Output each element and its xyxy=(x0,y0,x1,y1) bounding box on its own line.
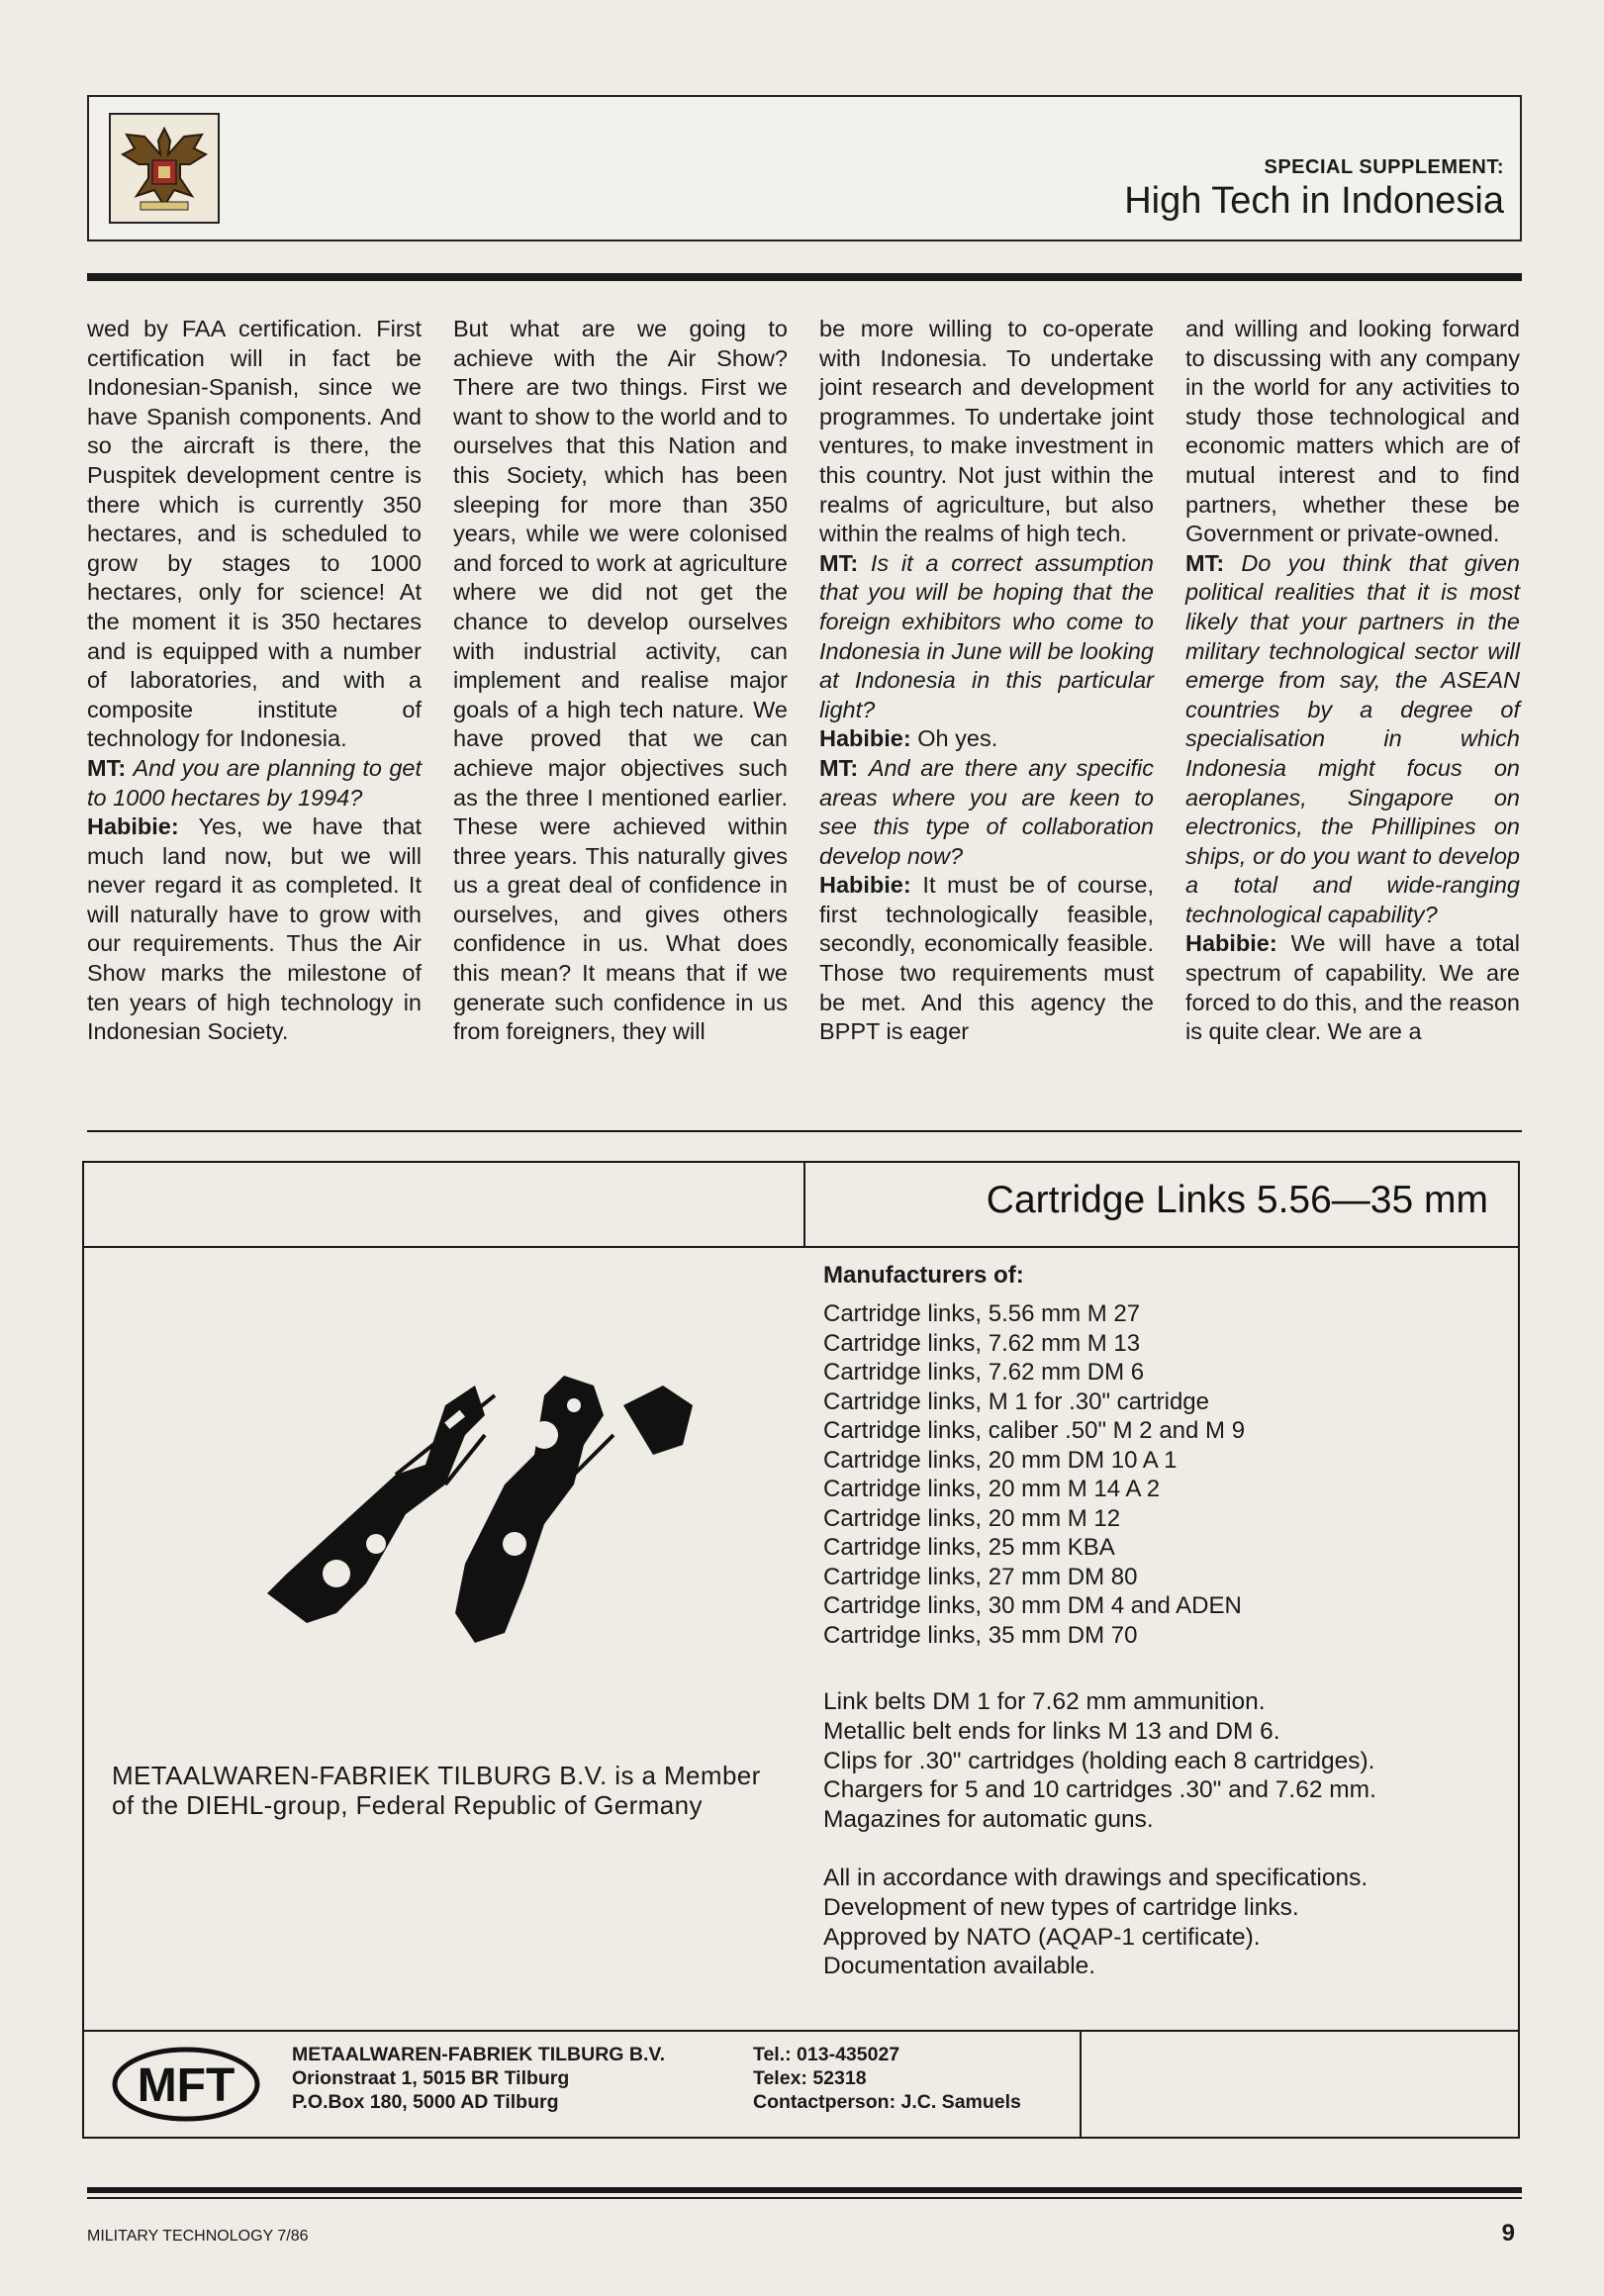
note-item: Documentation available. xyxy=(823,1953,1096,1980)
article-paragraph xyxy=(453,315,788,1047)
ad-title-box xyxy=(803,1163,1518,1246)
article-paragraph xyxy=(819,871,1154,1047)
article-paragraph xyxy=(1185,929,1520,1046)
product-item: Metallic belt ends for links M 13 and DM 6. xyxy=(823,1717,1280,1745)
manufacturers-heading: Manufacturers of: xyxy=(823,1262,1024,1289)
speaker-label: MT: xyxy=(819,754,859,781)
product-item: Chargers for 5 and 10 cartridges .30" and 7.62 mm. xyxy=(823,1776,1376,1804)
address-line: Orionstraat 1, 5015 BR Tilburg xyxy=(292,2067,570,2089)
article-column-4 xyxy=(1185,315,1520,1047)
article-column-1 xyxy=(87,315,422,1047)
cartridge-links-list xyxy=(823,1299,1245,1650)
cartridge-link-item: Cartridge links, 7.62 mm M 13 xyxy=(823,1329,1141,1357)
cartridge-link-item: Cartridge links, 20 mm M 12 xyxy=(823,1504,1121,1532)
article-paragraph xyxy=(87,813,422,1047)
contact-line: Tel.: 013-435027 xyxy=(753,2044,900,2065)
cartridge-link-item: Cartridge links, 20 mm DM 10 A 1 xyxy=(823,1446,1178,1474)
note-item: All in accordance with drawings and specifications. xyxy=(823,1865,1368,1891)
company-address xyxy=(292,2043,665,2114)
cartridge-link-item: Cartridge links, 7.62 mm DM 6 xyxy=(823,1359,1145,1386)
contact-line: Contactperson: J.C. Samuels xyxy=(753,2091,1021,2113)
footer-rule-thin xyxy=(87,2197,1522,2199)
paragraph-text: We will have a total spectrum of capability. We are forced to do this, and the reason is quite clear. We are a xyxy=(1185,930,1520,1045)
cartridge-link-item: Cartridge links, 25 mm KBA xyxy=(823,1534,1115,1561)
speaker-label: MT: xyxy=(819,549,859,576)
speaker-label: Habibie: xyxy=(819,725,911,752)
article-column-2 xyxy=(453,315,788,1047)
company-contact xyxy=(753,2043,1021,2114)
article-paragraph xyxy=(819,315,1154,549)
paragraph-text: be more willing to co-operate with Indonesia. To undertake joint research and development programmes. To undertake joint ventures, to make investment in this country. Not just within the realms of agriculture, but also within the realms of high tech. xyxy=(819,316,1154,547)
speaker-label: Habibie: xyxy=(87,813,179,840)
contact-line: Telex: 52318 xyxy=(753,2067,867,2089)
speaker-label: MT: xyxy=(1185,549,1225,576)
cartridge-link-item: Cartridge links, 35 mm DM 70 xyxy=(823,1621,1138,1649)
cartridge-link-item: Cartridge links, 27 mm DM 80 xyxy=(823,1563,1138,1590)
footer-rule-thick xyxy=(87,2187,1522,2193)
paragraph-text: and willing and looking forward to discussing with any company in the world for any activities to study those technological and economic matters which are of mutual interest and to find partners, whether these be Government or private-owned. xyxy=(1185,316,1520,547)
ad-footer-rule xyxy=(84,2030,1518,2032)
garuda-crest-icon xyxy=(109,113,220,224)
page-number: 9 xyxy=(1501,2220,1515,2247)
paragraph-text: But what are we going to achieve with the Air Show? There are two things. First we want to show to the world and to ourselves that this Nation and this Society, which has been sleeping for more than 350 years, while we were colonised and forced to work at agriculture where we did not get the chance to develop ourselves with industrial activity, can implement and realise major goals of a high tech nature. We have proved that we can achieve major objectives such as the three I mentioned earlier. These were achieved within three years. This naturally gives us a great deal of confidence in ourselves, and gives others confidence in us. What does this mean? It means that if we generate such confidence in us from foreigners, they will xyxy=(453,316,788,1045)
ad-title-rule xyxy=(84,1246,1518,1248)
product-item: Link belts DM 1 for 7.62 mm ammunition. xyxy=(823,1688,1266,1715)
paragraph-text: Yes, we have that much land now, but we will never regard it as completed. It will naturally have to grow with our requirements. Thus the Air Show marks the milestone of ten years of high technology in Indonesian Society. xyxy=(87,813,422,1045)
article-paragraph xyxy=(87,754,422,813)
cartridge-link-item: Cartridge links, 30 mm DM 4 and ADEN xyxy=(823,1592,1242,1619)
paragraph-text: Oh yes. xyxy=(917,725,998,752)
paragraph-text: And you are planning to get to 1000 hectares by 1994? xyxy=(87,754,422,811)
products-list xyxy=(823,1687,1376,1835)
paragraph-text: Do you think that given political realities that it is most likely that your partners in the military technological sector will emerge from say, the ASEAN countries by a degree of specialisation in which Indonesia might focus on aeroplanes, Singapore on electronics, the Phillipines on ships, or do you want to develop a total and wide-ranging technological capability? xyxy=(1185,549,1521,927)
cartridge-link-drawing-icon xyxy=(247,1346,762,1682)
mft-logo-text: MFT xyxy=(137,2059,236,2112)
note-item: Development of new types of cartridge links. xyxy=(823,1893,1299,1921)
article-paragraph xyxy=(819,549,1154,725)
paragraph-text: And are there any specific areas where you are keen to see this type of collaboration develop now? xyxy=(819,754,1154,869)
speaker-label: Habibie: xyxy=(1185,930,1277,957)
product-item: Clips for .30" cartridges (holding each 8 cartridges). xyxy=(823,1747,1375,1774)
paragraph-text: Is it a correct assumption that you will be hoping that the foreign exhibitors who come to Indonesia in June will be looking at Indonesia in this particular light? xyxy=(819,549,1154,722)
article-paragraph xyxy=(1185,549,1520,930)
article-paragraph xyxy=(87,315,422,754)
publication-name: MILITARY TECHNOLOGY 7/86 xyxy=(87,2228,309,2245)
paragraph-text: wed by FAA certification. First certification will in fact be Indonesian-Spanish, since we have Spanish components. And so the aircraft is there, the Puspitek development centre is there which is currently 350 hectares, and is scheduled to grow by stages to 1000 hectares, only for science! At the moment it is 350 hectares and is equipped with a number of laboratories, and with a composite institute of technology for Indonesia. xyxy=(87,316,422,752)
article-paragraph xyxy=(1185,315,1520,549)
article-paragraph xyxy=(819,754,1154,871)
article-end-rule xyxy=(87,1130,1522,1132)
article-column-3 xyxy=(819,315,1154,1047)
supplement-header xyxy=(87,95,1522,241)
speaker-label: MT: xyxy=(87,754,127,781)
product-item: Magazines for automatic guns. xyxy=(823,1806,1154,1834)
cartridge-link-item: Cartridge links, 5.56 mm M 27 xyxy=(823,1300,1141,1327)
notes-list xyxy=(823,1864,1368,1981)
paragraph-text: It must be of course, first technologically feasible, secondly, economically feasible. Those two requirements must be met. And this agency the BPPT is eager xyxy=(819,872,1154,1045)
cartridge-link-item: Cartridge links, caliber .50" M 2 and M 9 xyxy=(823,1417,1246,1444)
cartridge-link-item: Cartridge links, 20 mm M 14 A 2 xyxy=(823,1476,1161,1502)
address-line: METAALWAREN-FABRIEK TILBURG B.V. xyxy=(292,2044,666,2065)
mft-logo-icon xyxy=(112,2047,260,2122)
speaker-label: Habibie: xyxy=(819,872,911,899)
header-rule xyxy=(87,273,1522,281)
cartridge-links-advert xyxy=(82,1161,1520,2139)
company-statement: METAALWAREN-FABRIEK TILBURG B.V. is a Member of the DIEHL-group, Federal Republic of Germany xyxy=(112,1761,761,1820)
address-line: P.O.Box 180, 5000 AD Tilburg xyxy=(292,2091,559,2113)
note-item: Approved by NATO (AQAP-1 certificate). xyxy=(823,1923,1261,1951)
article-body xyxy=(87,315,1522,1047)
ad-footer-divider xyxy=(1080,2030,1082,2139)
cartridge-link-item: Cartridge links, M 1 for .30" cartridge xyxy=(823,1387,1209,1415)
article-paragraph xyxy=(819,724,1154,754)
supplement-title: High Tech in Indonesia xyxy=(1124,180,1504,222)
supplement-label: SPECIAL SUPPLEMENT: xyxy=(1264,156,1504,178)
ad-title: Cartridge Links 5.56—35 mm xyxy=(986,1179,1488,1221)
